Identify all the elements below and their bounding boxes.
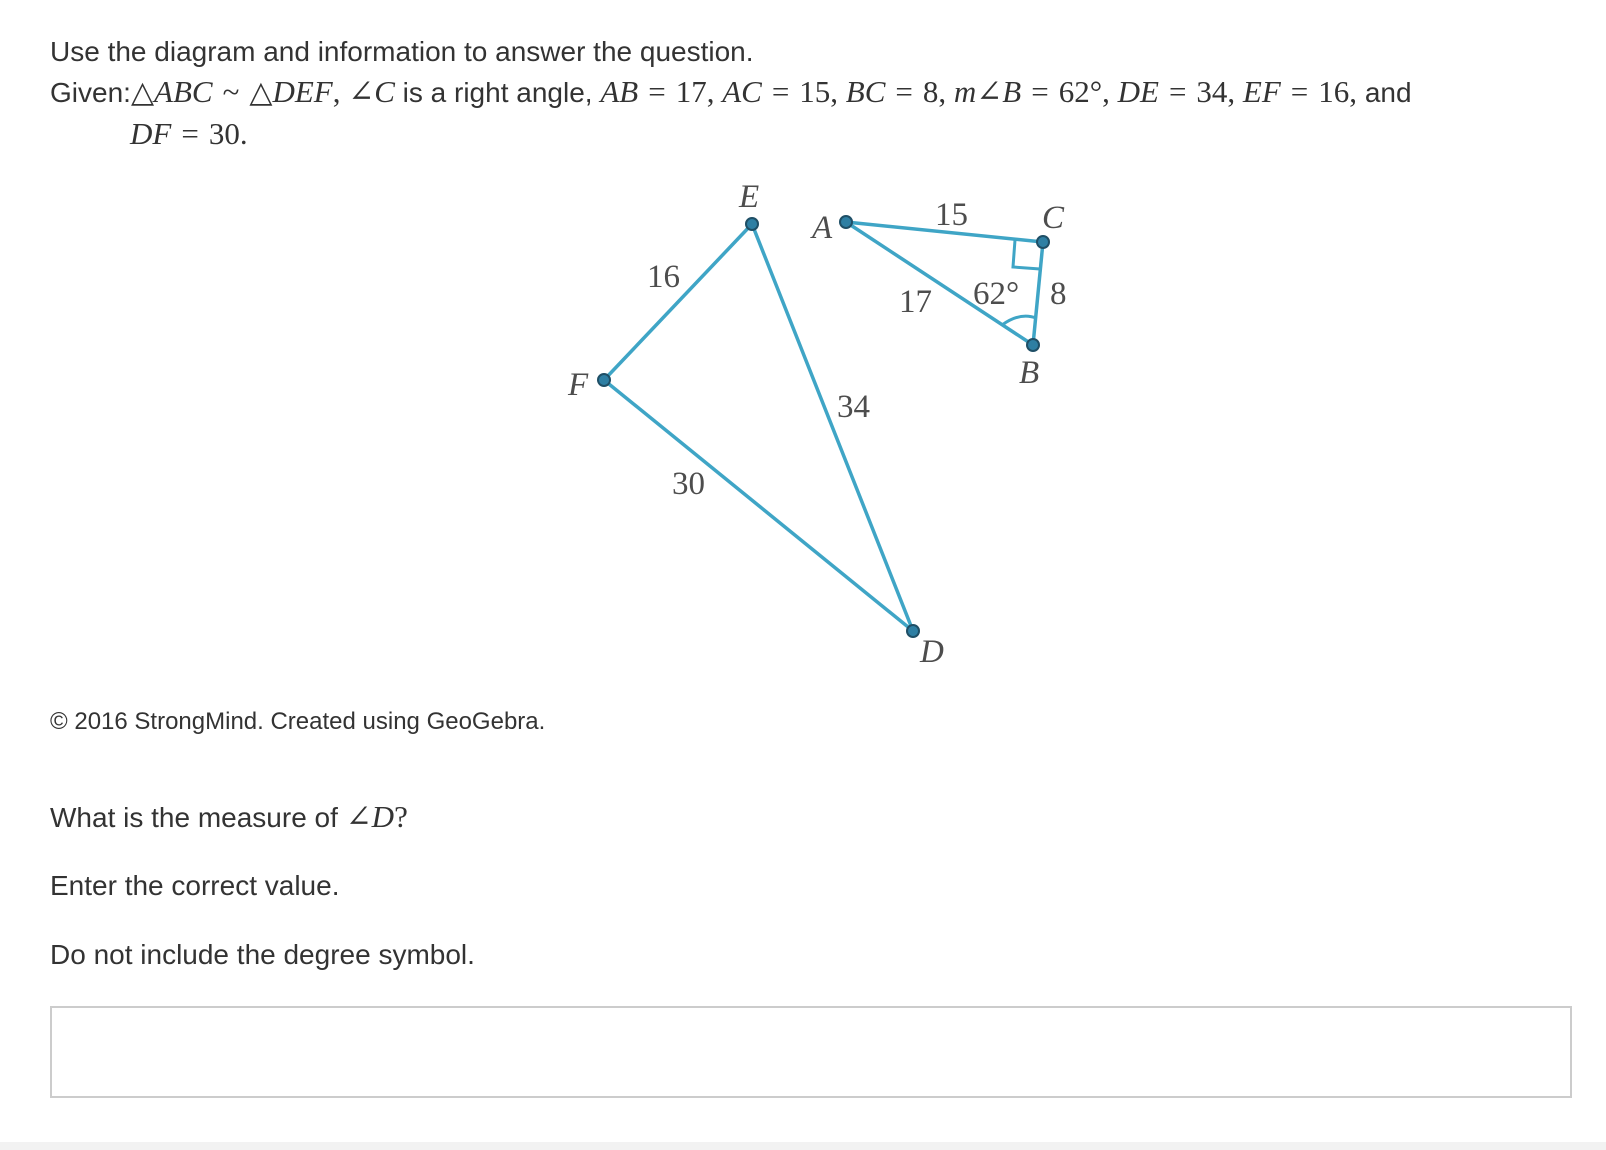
similar-symbol: ~ [222,74,240,109]
label-df-length: 30 [672,466,705,502]
credit-text: © 2016 StrongMind. Created using GeoGebra. [50,708,546,735]
angle-d: D [371,799,395,834]
given-label: Given: [50,77,131,108]
label-f: F [568,367,589,403]
triangle-icon: △ [130,75,155,110]
de-name: DE [1117,74,1159,109]
right-angle-marker [1013,240,1040,269]
triangle-abc: ABC [154,74,213,109]
triangle-def: DEF [272,74,333,109]
angle-c: C [374,74,395,109]
point-e [746,218,758,230]
label-de-length: 34 [837,389,870,425]
label-b: B [1019,355,1040,391]
bc-value: 8, [922,74,947,109]
label-angle-b: 62° [973,276,1020,312]
point-f [598,374,610,386]
footer-strip [0,1142,1606,1150]
label-ab-length: 17 [899,284,932,320]
angle-icon: ∠ [348,74,375,109]
angle-icon: ∠ [345,799,372,834]
answer-input[interactable] [50,1006,1572,1098]
ef-value: 16, [1318,74,1358,109]
question-text: What is the measure of ∠D? [50,799,408,834]
point-c [1037,236,1049,248]
mb-name: m∠B [953,74,1022,109]
mb-value: 62°, [1058,74,1110,109]
intro-text: Use the diagram and information to answer the question. [50,36,754,67]
de-value: 34, [1196,74,1236,109]
label-e: E [739,179,760,215]
point-d [907,625,919,637]
label-bc-length: 8 [1050,276,1067,312]
ac-value: 15, [799,74,839,109]
side-de [752,224,913,631]
side-bc [1033,242,1043,345]
ef-name: EF [1242,74,1281,109]
label-c: C [1042,200,1065,236]
df-name: DF [130,116,172,151]
label-a: A [812,210,833,246]
side-ef [604,224,752,380]
label-ac-length: 15 [935,197,968,233]
label-d: D [920,634,944,670]
label-ef-length: 16 [647,259,680,295]
right-angle-text: is a right angle, [402,77,593,108]
df-value: 30. [208,116,248,151]
ac-name: AC [722,74,762,109]
bc-name: BC [845,74,886,109]
triangle-icon: △ [249,75,273,110]
angle-b-arc [1002,316,1036,325]
given-statement-cont: DF = 30. [130,116,248,151]
point-a [840,216,852,228]
instruction-text: Enter the correct value. [50,870,340,901]
point-b [1027,339,1039,351]
and-text: and [1364,77,1412,108]
ab-value: 17, [675,74,715,109]
ab-name: AB [600,74,639,109]
instruction-text: Do not include the degree symbol. [50,939,475,970]
given-statement: Given:△ABC ~ △DEF, ∠C is a right angle, AB = 17, AC = 15, BC = 8, m∠B = 62°, DE = 34, EF = 16, and [50,74,1412,110]
